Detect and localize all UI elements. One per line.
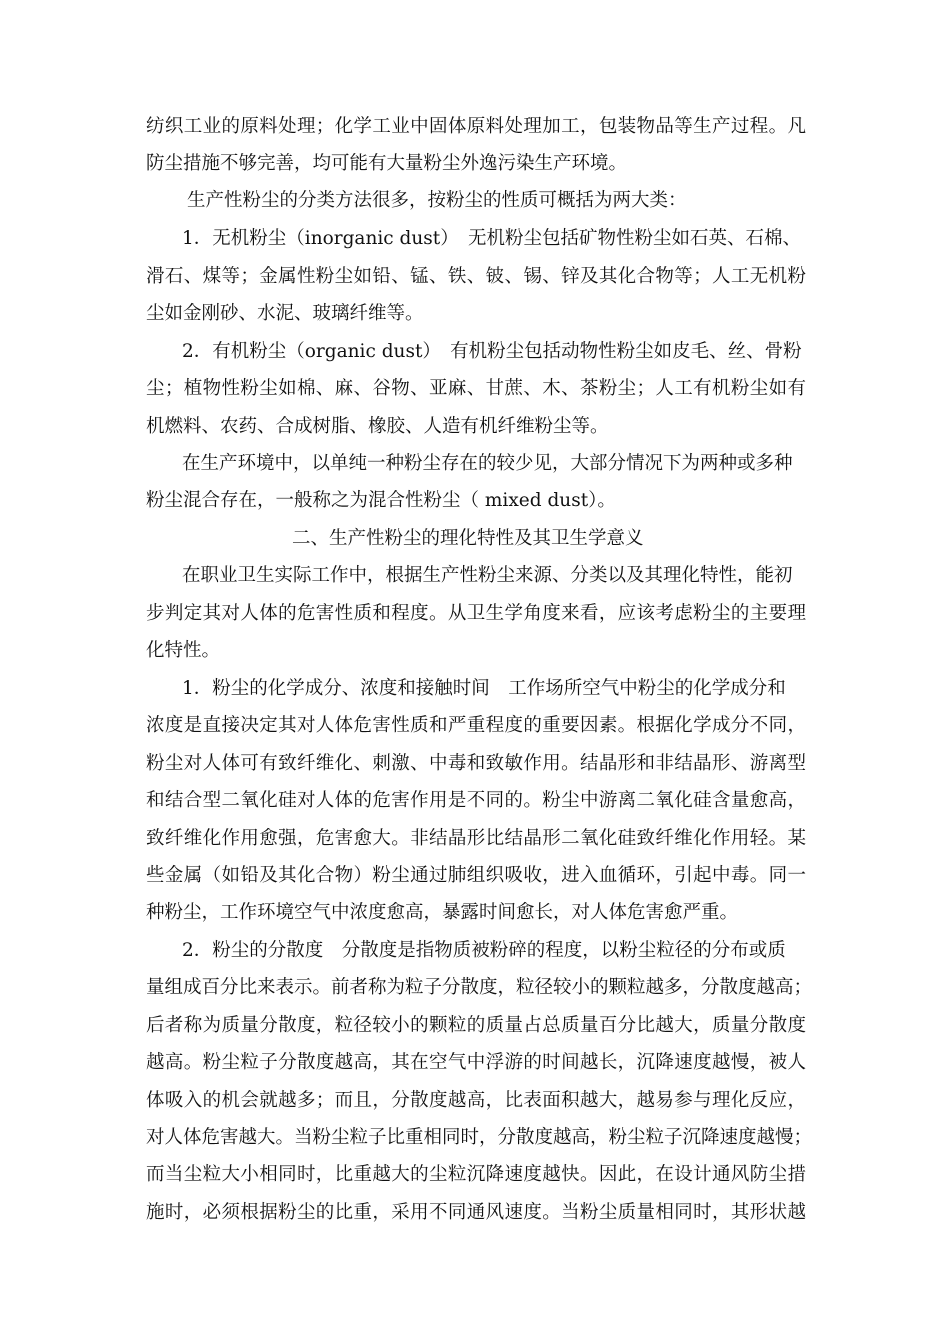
list-item-heading-line: 1．无机粉尘（inorganic dust） 无机粉尘包括矿物性粉尘如石英、石棉、 <box>182 228 801 249</box>
paragraph-line: 滑石、煤等；金属性粉尘如铅、锰、铁、铍、锡、锌及其化合物等；人工无机粉 <box>146 266 806 287</box>
list-item-heading-line: 1．粉尘的化学成分、浓度和接触时间 工作场所空气中粉尘的化学成分和 <box>182 678 786 699</box>
paragraph-line: 而当尘粒大小相同时，比重越大的尘粒沉降速度越快。因此，在设计通风防尘措 <box>146 1164 806 1185</box>
paragraph-line: 尘如金刚砂、水泥、玻璃纤维等。 <box>146 303 424 324</box>
paragraph-line: 后者称为质量分散度，粒径较小的颗粒的质量占总质量百分比越大，质量分散度 <box>146 1015 806 1036</box>
paragraph-line: 施时，必须根据粉尘的比重，采用不同通风速度。当粉尘质量相同时，其形状越 <box>146 1202 806 1223</box>
paragraph-line: 防尘措施不够完善，均可能有大量粉尘外逸污染生产环境。 <box>146 153 628 174</box>
paragraph-line: 种粉尘，工作环境空气中浓度愈高，暴露时间愈长，对人体危害愈严重。 <box>146 902 739 923</box>
list-item-heading-line: 2．有机粉尘（organic dust） 有机粉尘包括动物性粉尘如皮毛、丝、骨粉 <box>182 341 802 362</box>
paragraph-line: 尘；植物性粉尘如棉、麻、谷物、亚麻、甘蔗、木、茶粉尘；人工有机粉尘如有 <box>146 378 806 399</box>
paragraph-line: 越高。粉尘粒子分散度越高，其在空气中浮游的时间越长，沉降速度越慢，被人 <box>146 1052 806 1073</box>
paragraph-line: 量组成百分比来表示。前者称为粒子分散度，粒径较小的颗粒越多，分散度越高； <box>146 977 813 998</box>
paragraph-line: 步判定其对人体的危害性质和程度。从卫生学角度来看，应该考虑粉尘的主要理 <box>146 603 806 624</box>
paragraph-line: 化特性。 <box>146 640 221 661</box>
paragraph-line: 些金属（如铅及其化合物）粉尘通过肺组织吸收，进入血循环，引起中毒。同一 <box>146 865 806 886</box>
paragraph-line: 浓度是直接决定其对人体危害性质和严重程度的重要因素。根据化学成分不同， <box>146 715 806 736</box>
list-item-heading-line: 2．粉尘的分散度 分散度是指物质被粉碎的程度，以粉尘粒径的分布或质 <box>182 940 786 961</box>
section-heading: 二、生产性粉尘的理化特性及其卫生学意义 <box>292 528 644 549</box>
paragraph-line: 生产性粉尘的分类方法很多，按粉尘的性质可概括为两大类： <box>187 190 687 211</box>
paragraph-line: 机燃料、农药、合成树脂、橡胶、人造有机纤维粉尘等。 <box>146 416 609 437</box>
paragraph-line: 粉尘混合存在，一般称之为混合性粉尘（ mixed dust）。 <box>146 490 616 511</box>
paragraph-line: 对人体危害越大。当粉尘粒子比重相同时，分散度越高，粉尘粒子沉降速度越慢； <box>146 1127 813 1148</box>
paragraph-line: 在职业卫生实际工作中，根据生产性粉尘来源、分类以及其理化特性，能初 <box>182 565 793 586</box>
paragraph-line: 纺织工业的原料处理；化学工业中固体原料处理加工，包装物品等生产过程。凡 <box>146 116 806 137</box>
paragraph-line: 体吸入的机会就越多；而且，分散度越高，比表面积越大，越易参与理化反应， <box>146 1090 806 1111</box>
paragraph-line: 粉尘对人体可有致纤维化、刺激、中毒和致敏作用。结晶形和非结晶形、游离型 <box>146 753 806 774</box>
paragraph-line: 在生产环境中，以单纯一种粉尘存在的较少见，大部分情况下为两种或多种 <box>182 453 793 474</box>
paragraph-line: 和结合型二氧化硅对人体的危害作用是不同的。粉尘中游离二氧化硅含量愈高， <box>146 790 806 811</box>
paragraph-line: 致纤维化作用愈强，危害愈大。非结晶形比结晶形二氧化硅致纤维化作用轻。某 <box>146 828 806 849</box>
